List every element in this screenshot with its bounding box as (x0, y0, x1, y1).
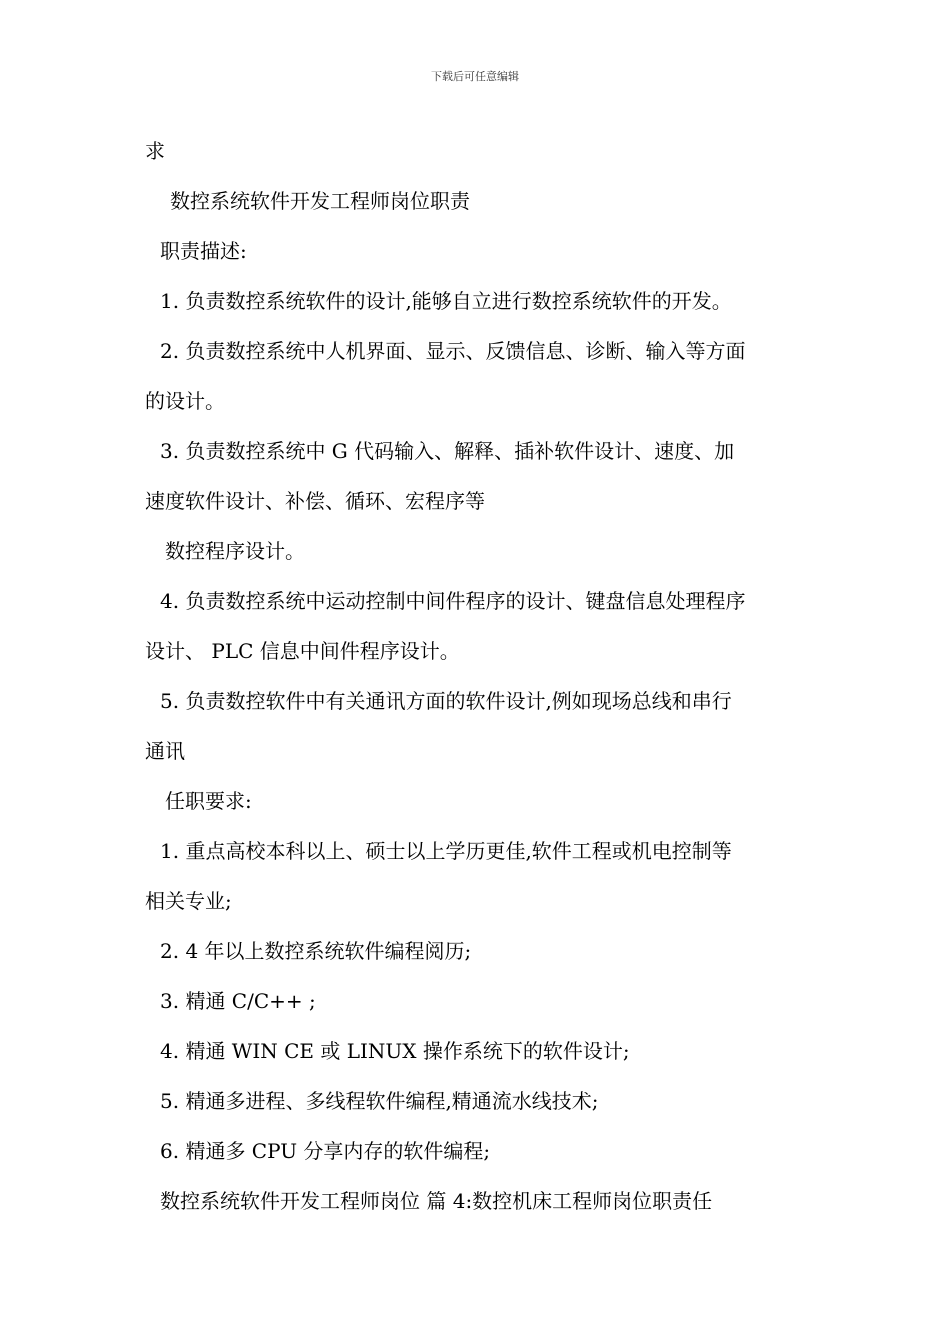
body-line: 3. 精通 C/C++ ; (160, 989, 316, 1013)
page-header: 下载后可任意编辑 (431, 70, 519, 83)
body-line: 职责描述: (160, 239, 247, 263)
body-line: 1. 重点高校本科以上、硕士以上学历更佳,软件工程或机电控制等 (160, 839, 732, 863)
body-line: 通讯 (145, 739, 185, 763)
body-line: 设计、 PLC 信息中间件程序设计。 (145, 639, 460, 663)
body-line: 6. 精通多 CPU 分享内存的软件编程; (160, 1139, 491, 1163)
body-line: 5. 精通多进程、多线程软件编程,精通流水线技术; (160, 1089, 599, 1113)
body-line: 速度软件设计、补偿、循环、宏程序等 (145, 489, 485, 513)
body-line: 求 (145, 139, 165, 163)
body-line: 2. 4 年以上数控系统软件编程阅历; (160, 939, 472, 963)
body-line: 任职要求: (165, 789, 252, 813)
body-line: 数控系统软件开发工程师岗位 篇 4:数控机床工程师岗位职责任 (160, 1189, 713, 1213)
body-line: 数控程序设计。 (165, 539, 305, 563)
body-line: 5. 负责数控软件中有关通讯方面的软件设计,例如现场总线和串行 (160, 689, 732, 713)
body-line: 4. 负责数控系统中运动控制中间件程序的设计、键盘信息处理程序 (160, 589, 746, 613)
body-line: 1. 负责数控系统软件的设计,能够自立进行数控系统软件的开发。 (160, 289, 732, 313)
body-line: 相关专业; (145, 889, 232, 913)
body-line: 的设计。 (145, 389, 225, 413)
body-line: 数控系统软件开发工程师岗位职责 (170, 189, 470, 213)
body-line: 2. 负责数控系统中人机界面、显示、反馈信息、诊断、输入等方面 (160, 339, 746, 363)
body-line: 4. 精通 WIN CE 或 LINUX 操作系统下的软件设计; (160, 1039, 630, 1063)
body-line: 3. 负责数控系统中 G 代码输入、解释、插补软件设计、速度、加 (160, 439, 735, 463)
